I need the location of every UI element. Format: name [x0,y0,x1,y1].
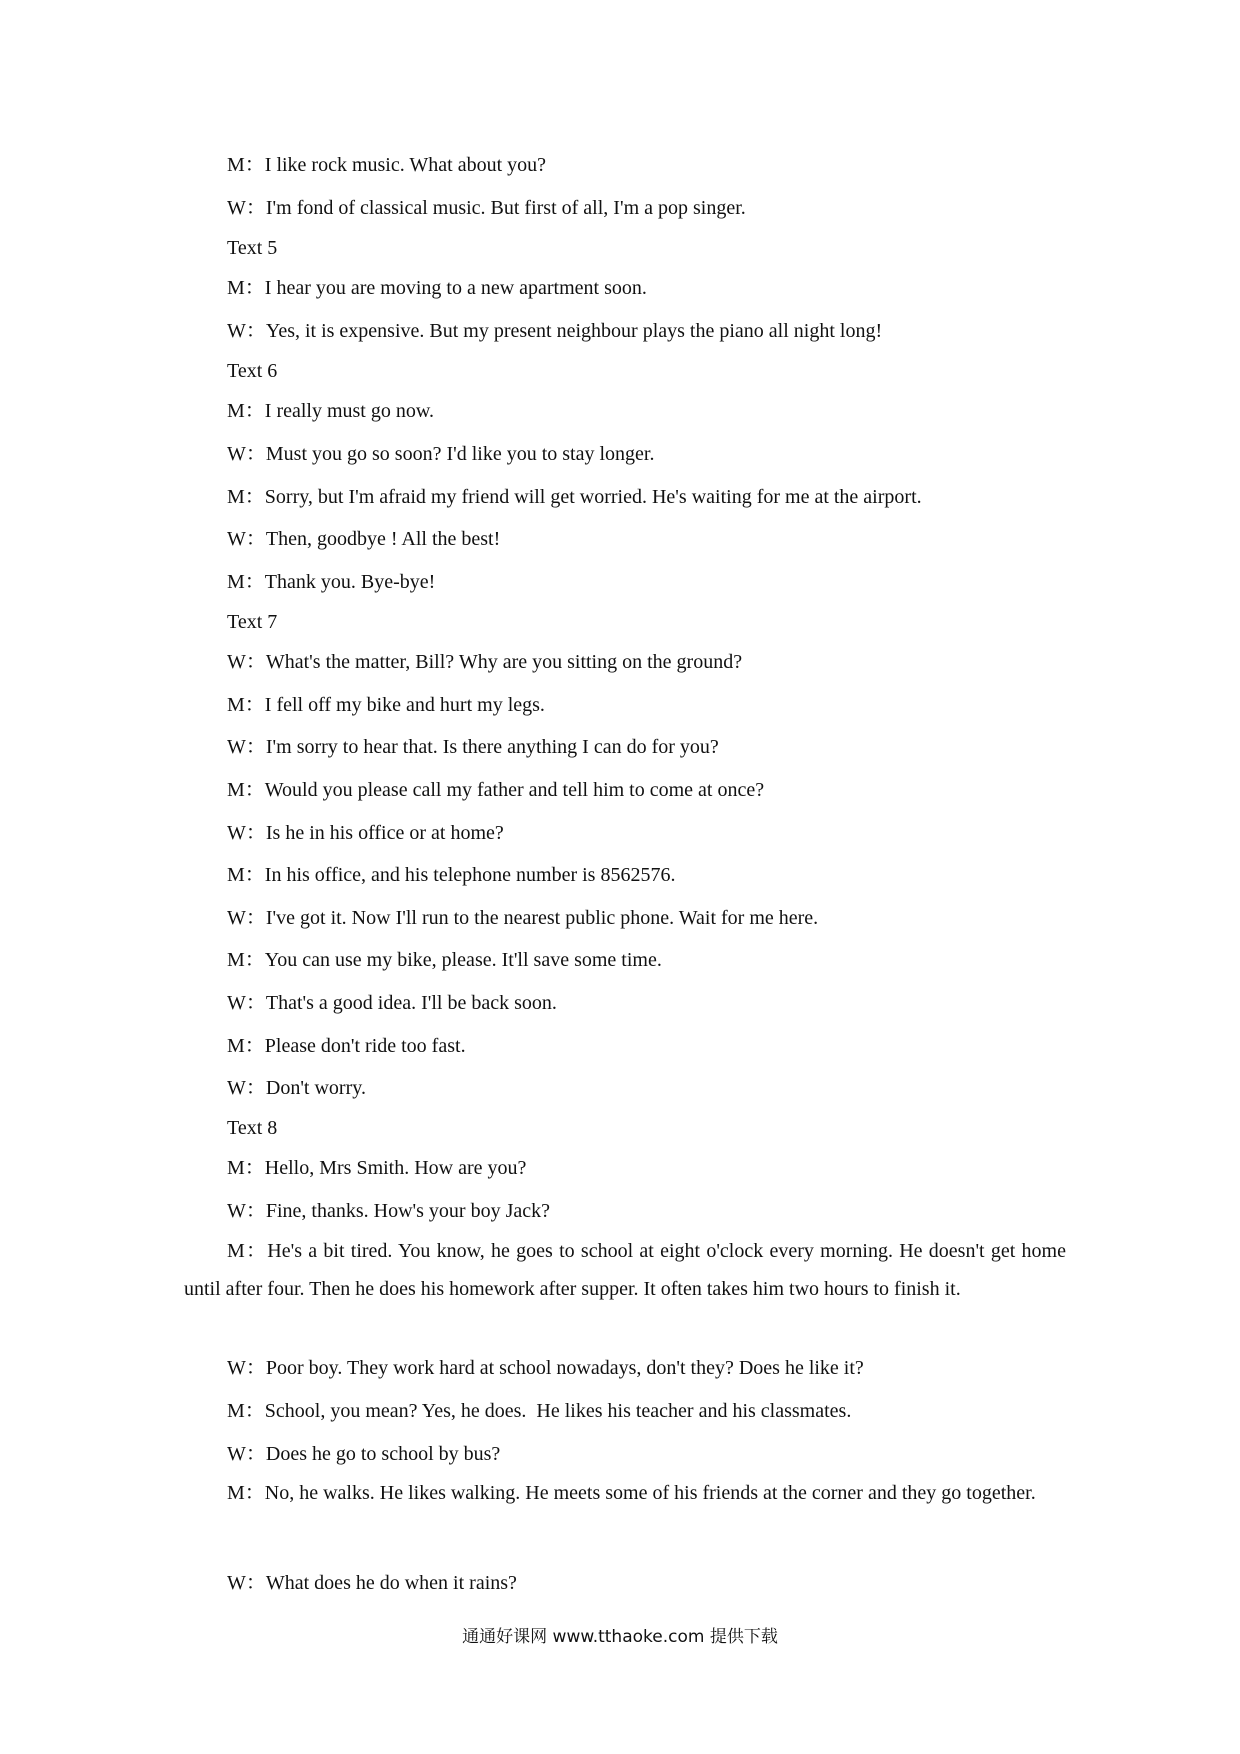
dialogue-line: M：School, you mean? Yes, he does. He likes his teacher and his classmates. [227,1400,852,1422]
dialogue-line: M：Would you please call my father and tell him to come at once? [227,779,765,801]
dialogue-line: M：In his office, and his telephone number is 8562576. [227,864,676,886]
dialogue-line: W：Yes, it is expensive. But my present neighbour plays the piano all night long! [227,320,883,342]
dialogue-line: W：Fine, thanks. How's your boy Jack? [227,1200,550,1222]
dialogue-line: W：Then, goodbye ! All the best! [227,528,501,550]
dialogue-paragraph: M：No, he walks. He likes walking. He meets some of his friends at the corner and they go together. [227,1482,1036,1504]
section-heading: Text 5 [227,237,278,259]
dialogue-line: W：Is he in his office or at home? [227,822,504,844]
dialogue-line: M：I like rock music. What about you? [227,154,547,176]
dialogue-line: W：That's a good idea. I'll be back soon. [227,992,557,1014]
dialogue-line: W：Does he go to school by bus? [227,1443,501,1465]
dialogue-line: W：I'm sorry to hear that. Is there anything I can do for you? [227,736,719,758]
dialogue-line: W：Poor boy. They work hard at school nowadays, don't they? Does he like it? [227,1357,864,1379]
dialogue-line: W：I've got it. Now I'll run to the nearest public phone. Wait for me here. [227,907,819,929]
dialogue-line: M：Hello, Mrs Smith. How are you? [227,1157,527,1179]
dialogue-line: M：You can use my bike, please. It'll save some time. [227,949,662,971]
dialogue-line: M：I really must go now. [227,400,435,422]
dialogue-line: M：Sorry, but I'm afraid my friend will get worried. He's waiting for me at the airport. [227,486,922,508]
dialogue-line: W：Don't worry. [227,1077,366,1099]
dialogue-line: M：I fell off my bike and hurt my legs. [227,694,545,716]
dialogue-line: M：Please don't ride too fast. [227,1035,466,1057]
section-heading: Text 6 [227,360,278,382]
dialogue-line: M：Thank you. Bye-bye! [227,571,436,593]
dialogue-line: W：What's the matter, Bill? Why are you sitting on the ground? [227,651,743,673]
dialogue-line: M：I hear you are moving to a new apartment soon. [227,277,647,299]
dialogue-paragraph: M：He's a bit tired. You know, he goes to school at eight o'clock every morning. He doesn't get home until after four. Then he does his homework after supper. It often takes him two hours to finish it. [184,1240,1066,1300]
dialogue-line: W：I'm fond of classical music. But first of all, I'm a pop singer. [227,197,746,219]
dialogue-line: W：What does he do when it rains? [227,1572,517,1594]
page-footer: 通通好课网 www.tthaoke.com 提供下载 [462,1627,778,1647]
section-heading: Text 7 [227,611,278,633]
section-heading: Text 8 [227,1117,278,1139]
dialogue-line: W：Must you go so soon? I'd like you to stay longer. [227,443,655,465]
